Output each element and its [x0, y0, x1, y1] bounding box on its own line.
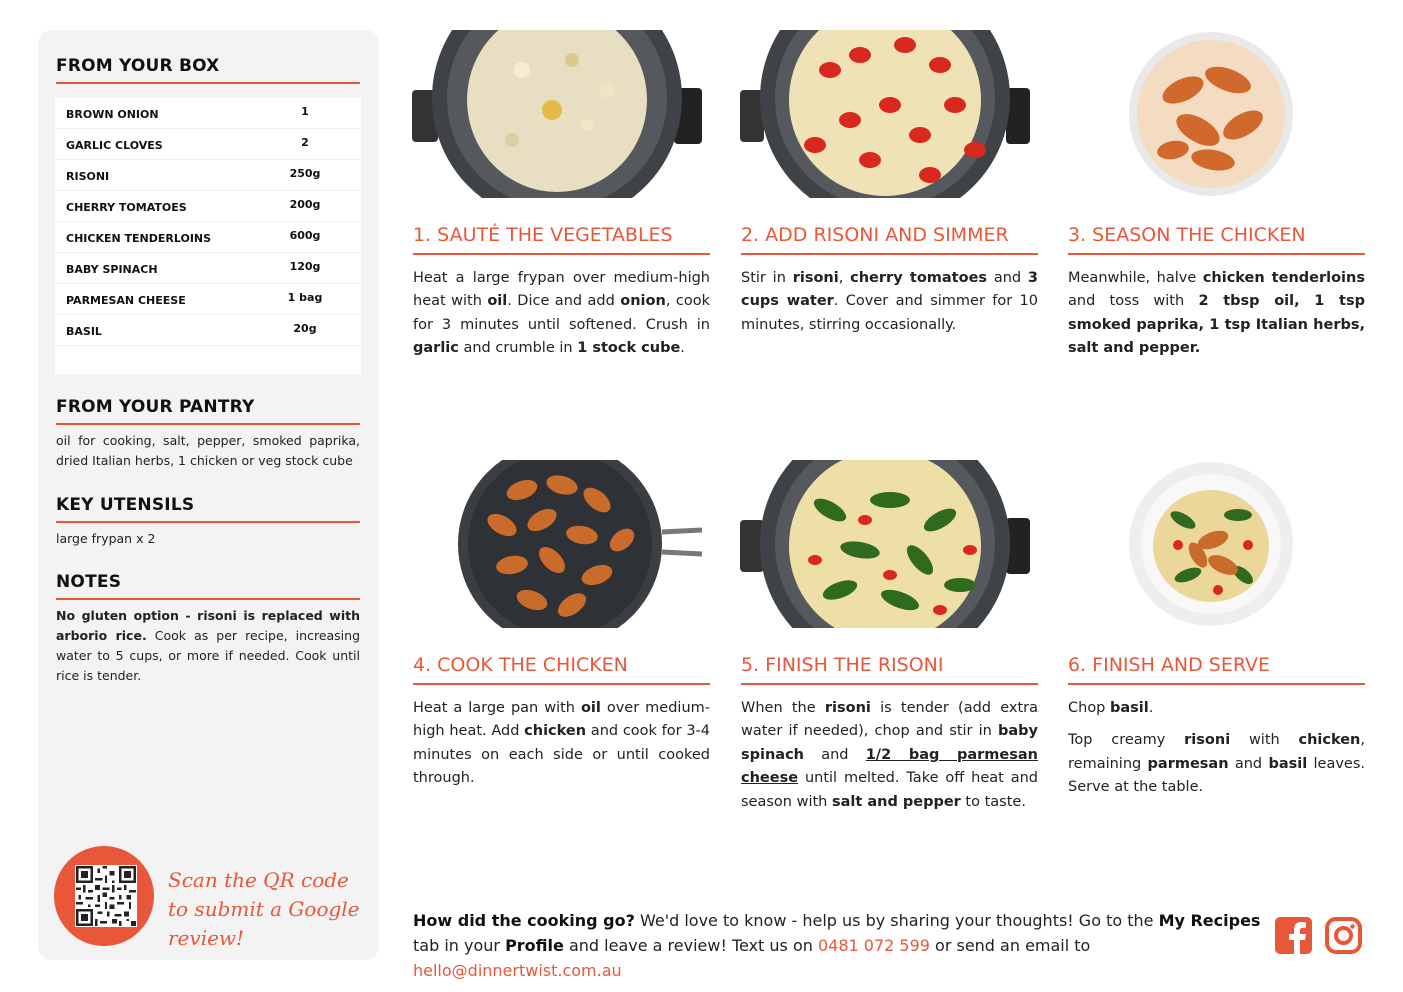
ingredient-qty: 2	[301, 136, 309, 149]
qr-badge	[54, 846, 154, 946]
notes-title: NOTES	[56, 572, 122, 592]
qr-caption: Scan the QR code to submit a Google review!	[168, 868, 360, 950]
ingredient-row	[55, 191, 361, 222]
seasoned-chicken-bowl-photo	[1128, 30, 1294, 198]
ingredient-qty: 200g	[289, 198, 321, 211]
key-utensils-title: KEY UTENSILS	[56, 495, 195, 515]
ingredient-qty: 1 bag	[287, 291, 323, 304]
section-divider	[56, 598, 360, 600]
step-6-para-2: Top creamy risoni with chicken, remaining parmesan and basil leaves. Serve at the table.	[1068, 732, 1365, 796]
notes-text	[56, 606, 360, 686]
step-4-title: 4. COOK THE CHICKEN	[413, 654, 628, 676]
step-1-title: 1. SAUTÉ THE VEGETABLES	[413, 224, 673, 246]
step-6-title: 6. FINISH AND SERVE	[1068, 654, 1271, 676]
ingredient-qty: 20g	[293, 322, 317, 335]
sidebar-panel	[38, 30, 379, 960]
ingredient-name: GARLIC CLOVES	[66, 139, 163, 152]
facebook-icon[interactable]	[1275, 917, 1312, 954]
email-link[interactable]: hello@dinnertwist.com.au	[413, 961, 622, 980]
plated-risoni-photo	[1128, 460, 1294, 628]
section-divider	[56, 82, 360, 84]
ingredient-name: BABY SPINACH	[66, 263, 158, 276]
footer-question: How did the cooking go?	[413, 911, 635, 930]
instagram-icon[interactable]	[1325, 917, 1362, 954]
cooked-chicken-frypan-photo	[412, 460, 702, 628]
step-divider	[741, 683, 1038, 685]
footer-feedback: How did the cooking go? We'd love to know - help us by sharing your thoughts! Go to the My Recipes tab in your Profile and leave a review! Text us on 0481 072 599 or send an email to hello@dinnertwist.com.au	[413, 911, 1261, 980]
step-6-text	[1068, 697, 1365, 809]
notes-bold: No gluten option - risoni is replaced with arborio rice.	[56, 608, 360, 643]
ingredients-table	[55, 98, 361, 374]
step-divider	[1068, 253, 1365, 255]
section-divider	[56, 423, 360, 425]
onion-frypan-photo	[412, 30, 702, 198]
step-divider	[741, 253, 1038, 255]
ingredient-row	[55, 222, 361, 253]
step-1-text: Heat a large frypan over medium-high heat with oil. Dice and add onion, cook for 3 minutes until softened. Crush in garlic and crumble in 1 stock cube.	[413, 270, 710, 357]
qr-code-icon[interactable]	[75, 865, 137, 927]
ingredient-name: CHERRY TOMATOES	[66, 201, 187, 214]
notes-body: Cook as per recipe, increasing water to 5 cups, or more if needed. Cook until rice is tender.	[56, 628, 361, 683]
ingredient-name: RISONI	[66, 170, 110, 183]
phone-link[interactable]: 0481 072 599	[817, 936, 930, 955]
ingredient-name: PARMESAN CHEESE	[66, 294, 186, 307]
ingredient-row	[55, 253, 361, 284]
utensils-text: large frypan x 2	[56, 531, 156, 546]
ingredient-name: CHICKEN TENDERLOINS	[66, 232, 212, 245]
ingredient-name: BROWN ONION	[66, 108, 159, 121]
step-3-title: 3. SEASON THE CHICKEN	[1068, 224, 1306, 246]
ingredient-row	[55, 129, 361, 160]
ingredient-qty: 250g	[289, 167, 321, 180]
step-divider	[413, 253, 710, 255]
step-3-text: Meanwhile, halve chicken tenderloins and toss with 2 tbsp oil, 1 tsp smoked paprika, 1 tsp Italian herbs, salt and pepper.	[1068, 270, 1365, 357]
step-6-para-1: Chop basil.	[1068, 700, 1154, 716]
step-5-text: When the risoni is tender (add extra water if needed), chop and stir in baby spinach and 1/2 bag parmesan cheese until melted. Take off heat and season with salt and pepper to taste.	[741, 700, 1038, 810]
pantry-text: oil for cooking, salt, pepper, smoked paprika, dried Italian herbs, 1 chicken or veg stock cube	[56, 433, 360, 468]
step-2-text: Stir in risoni, cherry tomatoes and 3 cups water. Cover and simmer for 10 minutes, stirring occasionally.	[741, 270, 1039, 333]
risoni-tomato-frypan-photo	[740, 30, 1030, 198]
ingredient-row	[55, 98, 361, 129]
ingredient-row	[55, 160, 361, 191]
ingredient-row	[55, 315, 361, 346]
step-4-text: Heat a large pan with oil over medium-high heat. Add chicken and cook for 3-4 minutes on each side or until cooked through.	[413, 700, 710, 787]
ingredient-qty: 1	[301, 105, 309, 118]
step-5-title: 5. FINISH THE RISONI	[741, 654, 944, 676]
step-divider	[1068, 683, 1365, 685]
step-2-title: 2. ADD RISONI AND SIMMER	[741, 224, 1009, 246]
step-divider	[413, 683, 710, 685]
from-your-pantry-title: FROM YOUR PANTRY	[56, 397, 255, 417]
section-divider	[56, 521, 360, 523]
ingredient-name: BASIL	[66, 325, 102, 338]
ingredient-qty: 120g	[289, 260, 321, 273]
from-your-box-title: FROM YOUR BOX	[56, 56, 220, 76]
spinach-risoni-frypan-photo	[740, 460, 1030, 628]
ingredient-row	[55, 284, 361, 315]
ingredient-qty: 600g	[289, 229, 321, 242]
